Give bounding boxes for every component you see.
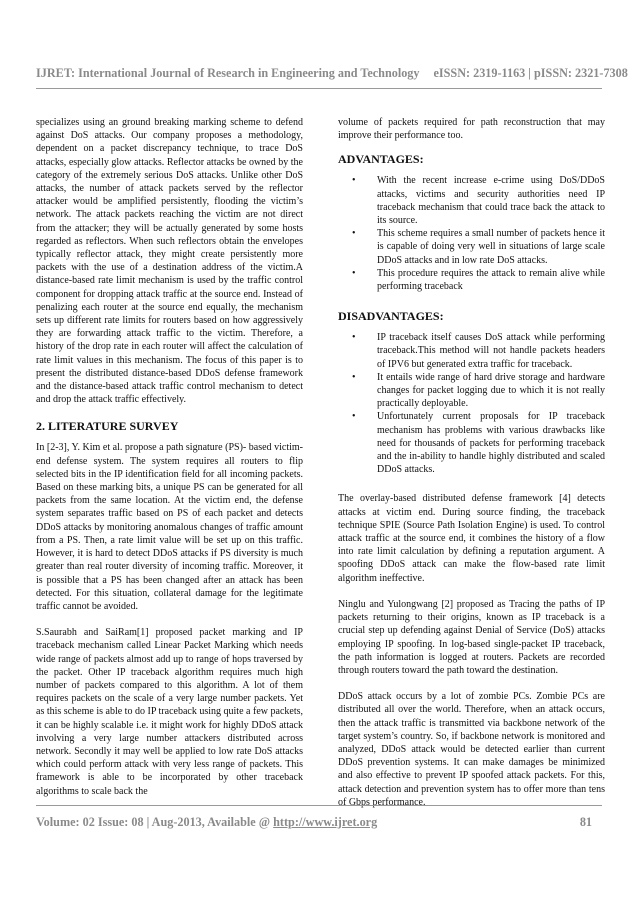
running-header [36,66,628,81]
issn-info: eISSN: 2319-1163 | pISSN: 2321-7308 [433,66,628,80]
list-item: • It entails wide range of hard drive storage and hardware changes for packet logging due to which it is not really practically deployable. [352,371,605,410]
running-footer [36,815,602,830]
list-item: • With the recent increase e-crime using DoS/DDoS attacks, victims and security authorities need IP traceback mechanism that could trace back the attack to its source. [352,175,605,227]
paragraph: volume of packets required for path reconstruction that may improve their performance too. [338,117,605,142]
footer-volume-info: Volume: 02 Issue: 08 | Aug-2013, Available @ [36,815,274,829]
bullet-icon: • [352,228,356,240]
list-item: • This scheme requires a small number of packets hence it is capable of doing very well in situations of large scale DDoS attacks and in low rate DoS attacks. [352,228,605,266]
footer-rule [36,805,602,806]
paragraph: DDoS attack occurs by a lot of zombie PCs. Zombie PCs are distributed all over the world. Therefore, when an attack occurs, then the attack traffic is transmitted via backbone network of the target system’s country. So, if backbone network is monitored and analyzed, DDoS attack would be detected earlier than current DDoS prevention systems. It can make damages be minimized and also effective to prevent IP spoofed attack packets. For this, attack detection and prevention system has to offer more than tens of Gbps performance. [338,691,605,808]
journal-website-link[interactable]: http://www.ijret.org [273,815,378,829]
advantages-list [338,174,605,293]
page-number: 81 [579,815,592,829]
section-heading-disadvantages: DISADVANTAGES: [338,309,444,324]
list-item: • Unfortunately current proposals for IP traceback mechanism has problems with various drawbacks like need for thousands of packets for performing traceback and the in-ability to handle highly distributed and scaled DDoS attacks. [352,411,605,476]
list-item: • This procedure requires the attack to remain alive while performing traceback [352,267,605,293]
journal-title: IJRET: International Journal of Research in Engineering and Technology [36,66,420,80]
list-item: • IP traceback itself causes DoS attack while performing traceback.This method will not handle packets headers of IPV6 but generated extra traffic for traceback. [352,332,605,370]
bullet-icon: • [352,332,356,344]
right-column [338,116,605,822]
bullet-icon: • [352,371,356,383]
bullet-icon: • [352,267,356,279]
left-column [36,116,303,811]
section-heading-advantages: ADVANTAGES: [338,152,424,167]
paragraph: Ninglu and Yulongwang [2] proposed as Tracing the paths of IP packets returning to their origins, known as IP traceback is a crucial step up defending against Denial of Service (DoS) attacks employing IP spoofing. In log-based single-packet IP traceback, the path information is logged at routers. Packets are recorded through routers toward the path toward the destination. [338,598,605,676]
paragraph: S.Saurabh and SaiRam[1] proposed packet marking and IP traceback mechanism called Linear Packet Marking which needs wide range of packets almost add up to range of hops traversed by the packet. Other IP traceback algorithm requires much high number of packets compared to this algorithm. A lot of them requires packets on the scale of a very large number packets. Yet as this scheme is able to do IP traceback using quite a few packets, it can be highly scalable i.e. it might work for highly DDoS attack involving a very large number attackers distributed across network. Secondly it may well be applied to low rate DoS attacks which could perform attack with very less range of packets. This framework is able to be incorporated by other traceback algorithms to scale back the [36,627,303,797]
bullet-icon: • [352,175,356,187]
paragraph: In [2-3], Y. Kim et al. propose a path signature (PS)- based victim-end defense system. The system requires all routers to flip selected bits in the IP identification field for all incoming packets. Based on these marking bits, a unique PS can be generated for all packets from the same location. At the victim end, the defense system separates traffic based on PS of each packet and detects DDoS attacks by monitoring anomalous changes of traffic amount from a PS. Then, a rate limit value will be set up on this traffic. However, it is hard to detect DDoS attacks if PS diversity is much greater than real router diversity of incoming traffic. Moreover, it is possible that a PS has been changed after an attack has been detected. For this situation, collateral damage for the legitimate traffic cannot be avoided. [36,442,303,612]
section-heading-literature-survey: 2. LITERATURE SURVEY [36,419,179,434]
header-rule [36,88,602,89]
bullet-icon: • [352,411,356,423]
paragraph: The overlay-based distributed defense framework [4] detects attacks at victim end. During source finding, the traceback technique SPIE (Source Path Isolation Engine) is used. To control attack traffic at the source end, it combines the history of a flow into rate limit calculation by defining a reputation argument. A spoofing DDoS attack can make the flow-based rate limit algorithm ineffective. [338,493,605,584]
disadvantages-list [338,331,605,476]
paragraph: specializes using an ground breaking marking scheme to defend against DoS attacks. Our company proposes a methodology, dependent on a packet discrepancy technique, to trace DoS attacks, especially glow attacks. Reflector attacks be owned by the category of the extremely serious DoS attacks. Unlike other DoS attacks, the number of attack packets served by the reflector attacker would be amplified persistently, flooding the victim’s network. The attack packets reaching the victim are not direct from the attacker; they will be actually generated by some hosts regarded as reflectors. When such reflectors obtain the envelopes typically reflector attack, they might create persistently more packets with the use of a destination address of the victim.A distance-based rate limit mechanism is used by the traffic control component for dropping attack traffic at the source end. Instead of penalizing each router at the source end equally, the mechanism sets up different rate limits for routers based on how aggressively they are forwarding attack traffic to the victim. Therefore, a history of the drop rate in each router will affect the calculation of rate limit values in this mechanism. The focus of this paper is to present the distributed distance-based DDoS defense framework and the distance-based attack traffic control mechanism to detect and drop the attack traffic effectively. [36,117,303,406]
